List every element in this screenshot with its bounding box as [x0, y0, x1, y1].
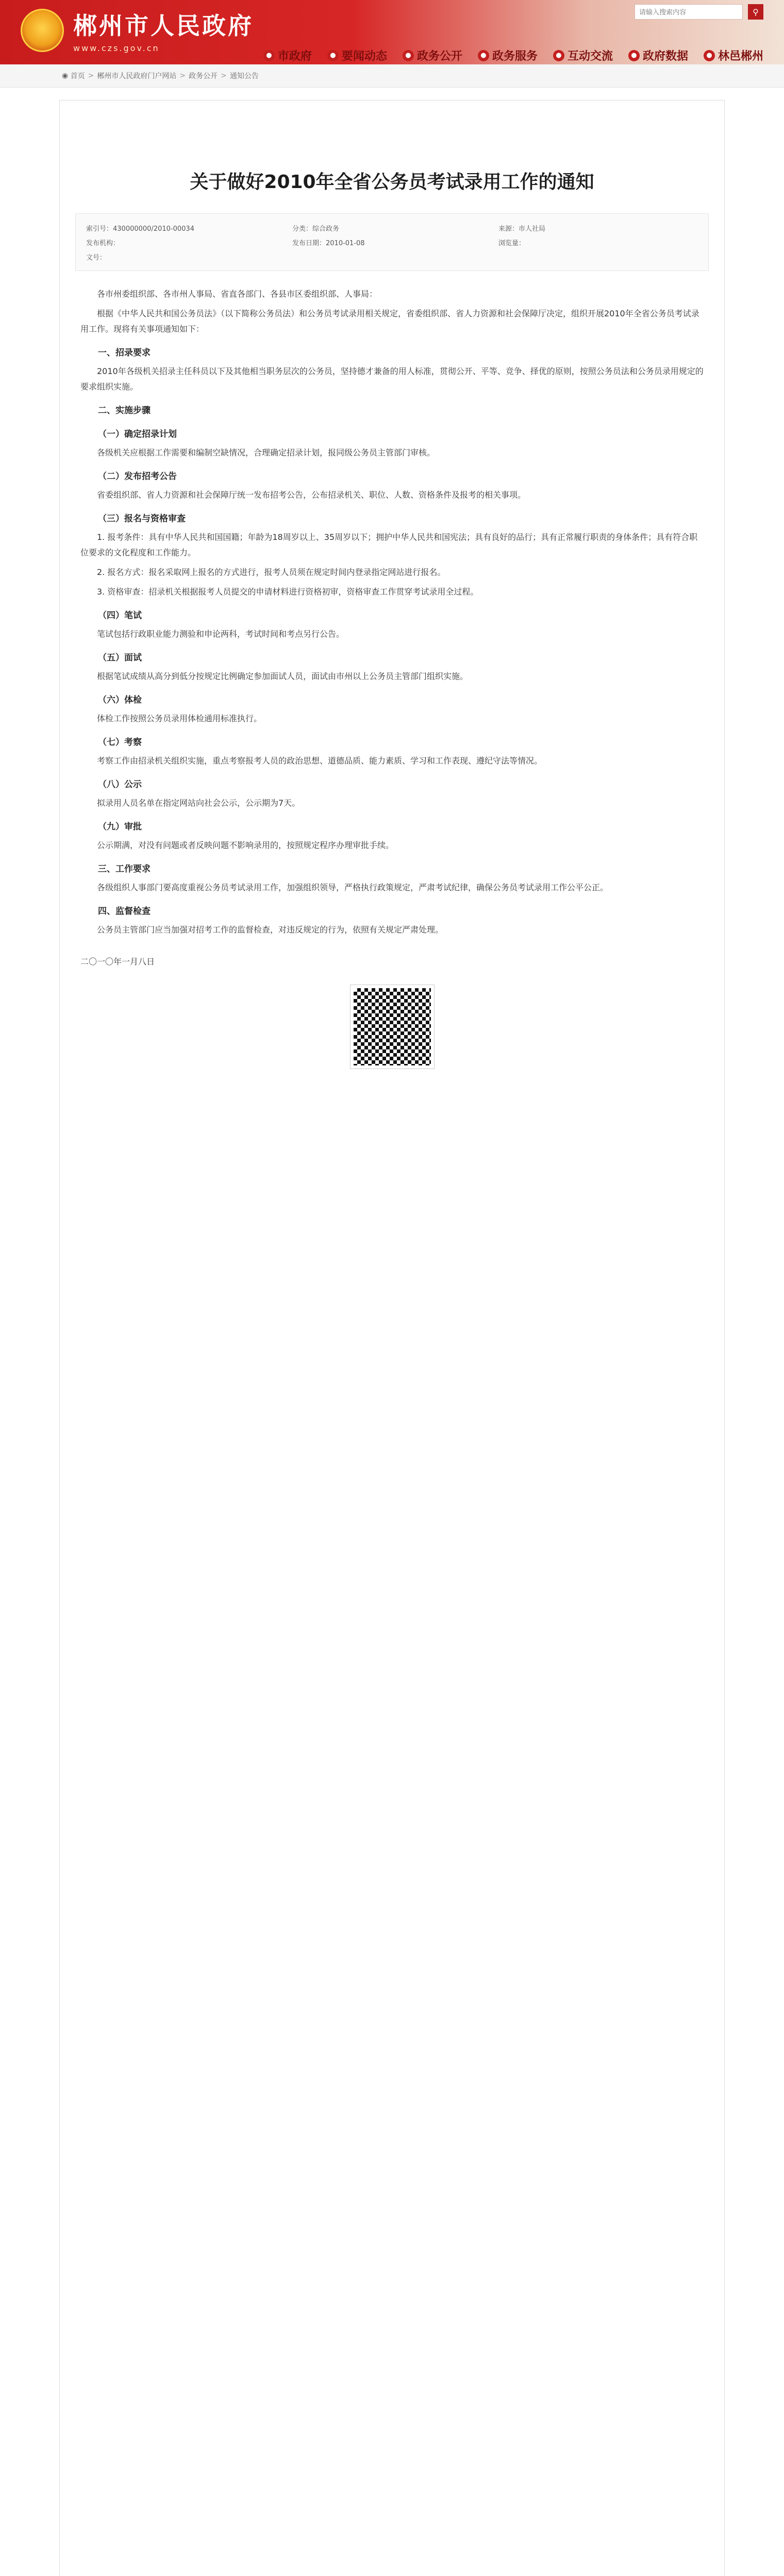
article-meta: 索引号：430000000/2010-00034 分类：综合政务 发布机构： 发布日期：2010-01-08 文号： 来源：市人社局 浏览量：	[75, 213, 709, 271]
site-title	[73, 7, 254, 53]
site-domain: www.czs.gov.cn	[73, 43, 160, 53]
paragraph: 根据笔试成绩从高分到低分按规定比例确定参加面试人员，面试由市州以上公务员主管部门组织实施。	[97, 671, 469, 681]
nav-item-interaction[interactable]: ● 互动交流	[553, 47, 613, 63]
section-heading: 四、监督检查	[98, 906, 151, 917]
paragraph: 各级机关应根据工作需要和编制空缺情况，合理确定招录计划，报同级公务员主管部门审核。	[97, 448, 436, 457]
breadcrumb-home[interactable]: 首页	[70, 72, 85, 80]
site-header	[0, 0, 784, 64]
nav-dot-icon: ●	[403, 50, 414, 61]
subsection-heading: （七）考察	[98, 737, 142, 748]
breadcrumb: ◉ 首页 > 郴州市人民政府门户网站 > 政务公开 > 通知公告	[0, 64, 784, 88]
nav-item-government[interactable]: ● 市政府	[263, 47, 312, 63]
paragraph: 2010年各级机关招录主任科员以下及其他相当职务层次的公务员，坚持德才兼备的用人标准，贯彻公开、平等、竞争、择优的原则，按照公务员法和公务员录用规定的要求组织实施。	[80, 366, 704, 392]
subsection-heading: （一）确定招录计划	[98, 429, 177, 439]
section-heading: 一、招录要求	[98, 348, 151, 358]
subsection-heading: （二）发布招考公告	[98, 471, 177, 482]
subsection-heading: （五）面试	[98, 653, 142, 663]
nav-item-services[interactable]: ● 政务服务	[478, 47, 538, 63]
paragraph: 各市州委组织部、各市州人事局、省直各部门、各县市区委组织部、人事局：	[97, 289, 378, 299]
top-tools	[635, 4, 763, 20]
breadcrumb-portal[interactable]: 郴州市人民政府门户网站	[97, 72, 177, 80]
qr-code-icon	[351, 985, 434, 1069]
subsection-heading: （六）体检	[98, 695, 142, 705]
paragraph: 根据《中华人民共和国公务员法》（以下简称公务员法）和公务员考试录用相关规定，省委组织部、省人力资源和社会保障厅决定，组织开展2010年全省公务员考试录用工作。现将有关事项通知如下：	[80, 309, 699, 334]
paragraph: 1. 报考条件：具有中华人民共和国国籍；年龄为18周岁以上、35周岁以下；拥护中华人民共和国宪法；具有良好的品行；具有正常履行职责的身体条件；具有符合职位要求的文化程度和工作能力。	[80, 532, 698, 557]
main-nav	[263, 47, 763, 63]
paragraph: 省委组织部、省人力资源和社会保障厅统一发布招考公告，公布招录机关、职位、人数、资格条件及报考的相关事项。	[97, 490, 526, 500]
sign-date: 二〇一〇年一月八日	[80, 957, 155, 967]
site-name: 郴州市人民政府	[73, 12, 254, 40]
nav-item-linyi-chenzhou[interactable]: ● 林邑郴州	[704, 47, 763, 63]
search-icon[interactable]: ⚲	[748, 4, 763, 20]
subsection-heading: （三）报名与资格审查	[98, 514, 186, 524]
subsection-heading: （八）公示	[98, 779, 142, 790]
paragraph: 2. 报名方式：报名采取网上报名的方式进行，报考人员须在规定时间内登录指定网站进行报名。	[97, 567, 446, 577]
subsection-heading: （九）审批	[98, 822, 142, 832]
nav-dot-icon: ●	[553, 50, 564, 61]
paragraph: 拟录用人员名单在指定网站向社会公示，公示期为7天。	[97, 798, 301, 808]
paragraph: 公示期满，对没有问题或者反映问题不影响录用的，按照规定程序办理审批手续。	[97, 840, 394, 850]
site-logo[interactable]	[21, 7, 254, 53]
nav-dot-icon: ●	[478, 50, 489, 61]
nav-item-data[interactable]: ● 政府数据	[628, 47, 688, 63]
search-input[interactable]	[635, 4, 743, 20]
nav-item-open-affairs[interactable]: ● 政务公开	[403, 47, 462, 63]
nav-dot-icon: ●	[327, 50, 339, 61]
paragraph: 笔试包括行政职业能力测验和申论两科，考试时间和考点另行公告。	[97, 629, 345, 639]
nav-item-news[interactable]: ● 要闻动态	[327, 47, 387, 63]
breadcrumb-notices[interactable]: 通知公告	[229, 72, 259, 80]
section-heading: 二、实施步骤	[98, 405, 151, 416]
paragraph: 公务员主管部门应当加强对招考工作的监督检查，对违反规定的行为，依照有关规定严肃处理。	[97, 925, 444, 935]
paragraph: 各级组织人事部门要高度重视公务员考试录用工作，加强组织领导，严格执行政策规定，严肃考试纪律，确保公务员考试录用工作公平公正。	[97, 883, 609, 892]
nav-dot-icon: ●	[263, 50, 275, 61]
breadcrumb-open-affairs[interactable]: 政务公开	[189, 72, 218, 80]
location-pin-icon: ◉	[62, 72, 71, 80]
section-heading: 三、工作要求	[98, 864, 151, 874]
page-title: 关于做好2010年全省公务员考试录用工作的通知	[190, 172, 594, 193]
paragraph: 3. 资格审查：招录机关根据报考人员提交的申请材料进行资格初审，资格审查工作贯穿考试录用全过程。	[97, 587, 479, 597]
national-emblem-icon	[21, 9, 64, 52]
article-body	[60, 271, 724, 1069]
article-container	[59, 100, 725, 2576]
paragraph: 体检工作按照公务员录用体检通用标准执行。	[97, 714, 262, 723]
nav-dot-icon: ●	[704, 50, 715, 61]
paragraph: 考察工作由招录机关组织实施，重点考察报考人员的政治思想、道德品质、能力素质、学习和工作表现、遵纪守法等情况。	[97, 756, 543, 766]
subsection-heading: （四）笔试	[98, 611, 142, 621]
nav-dot-icon: ●	[628, 50, 640, 61]
